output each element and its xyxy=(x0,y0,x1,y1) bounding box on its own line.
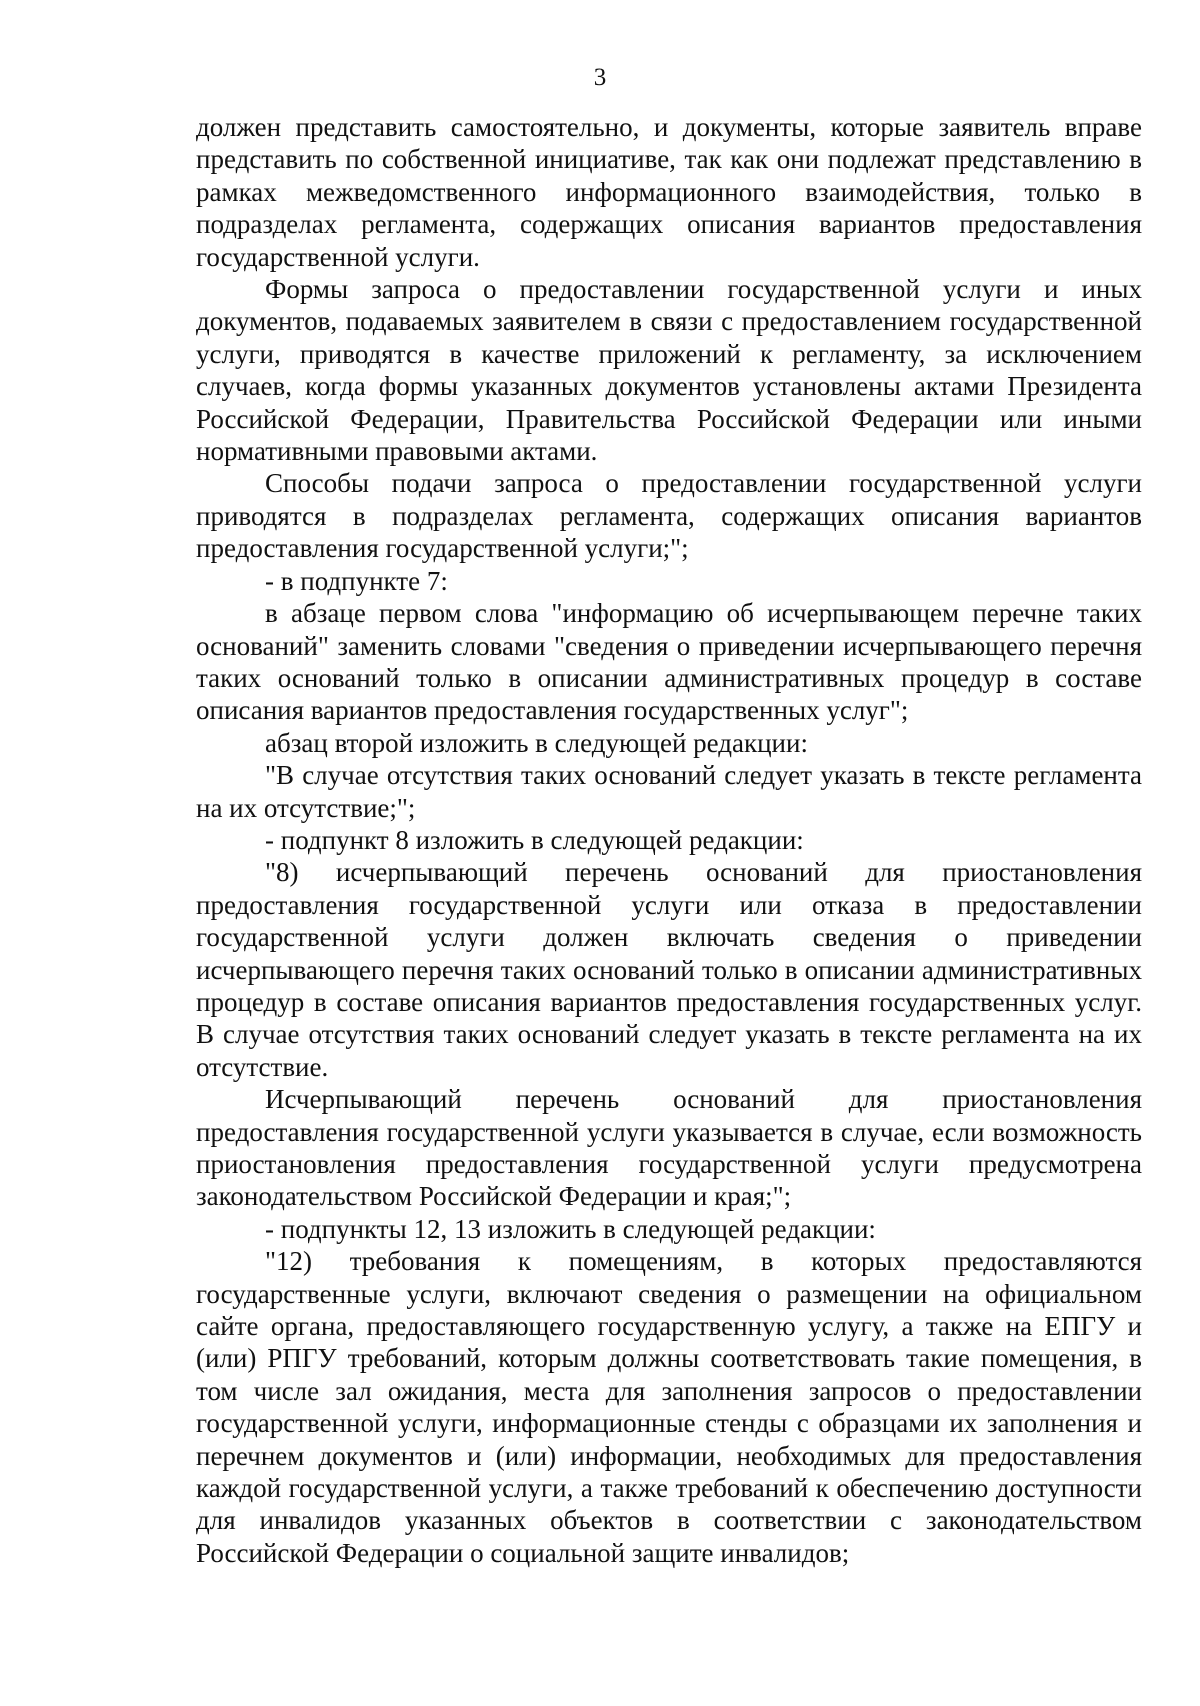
page-number: 3 xyxy=(593,64,607,91)
paragraph: "12) требования к помещениям, в которых предоставляются государственные услуги, включают сведения о размещении на официальном сайте органа, предоставляющего государственную услугу, а также на ЕПГУ и (или) РПГУ требований, которым должны соответствовать такие помещения, в том числе зал ожидания, места для заполнения запросов о предоставлении государственной услуги, информационные стенды с образцами их заполнения и перечнем документов и (или) информации, необходимых для предоставления каждой государственной услуги, а также требований к обеспечению доступности для инвалидов указанных объектов в соответствии с законодательством Российской Федерации о социальной защите инвалидов; xyxy=(196,1246,1142,1568)
paragraph: "8) исчерпывающий перечень оснований для приостановления предоставления государственной услуги или отказа в предоставлении государственной услуги должен включать сведения о приведении исчерпывающего перечня таких оснований только в описании административных процедур в составе описания вариантов предоставления государственных услуг. В случае отсутствия таких оснований следует указать в тексте регламента на их отсутствие. xyxy=(196,857,1142,1082)
paragraph: должен представить самостоятельно, и документы, которые заявитель вправе представить по собственной инициативе, так как они подлежат представлению в рамках межведомственного информационного взаимодействия, только в подразделах регламента, содержащих описания вариантов предоставления государственной услуги. xyxy=(196,112,1142,272)
paragraph: в абзаце первом слова "информацию об исчерпывающем перечне таких оснований" заменить словами "сведения о приведении исчерпывающего перечня таких оснований только в описании административных процедур в составе описания вариантов предоставления государственных услуг"; xyxy=(196,598,1142,726)
paragraph: Способы подачи запроса о предоставлении государственной услуги приводятся в подразделах регламента, содержащих описания вариантов предоставления государственной услуги;"; xyxy=(196,468,1142,564)
paragraph: - подпункт 8 изложить в следующей редакции: xyxy=(265,824,804,855)
paragraph: абзац второй изложить в следующей редакции: xyxy=(265,727,808,758)
document-body xyxy=(196,111,1142,1569)
paragraph: Формы запроса о предоставлении государственной услуги и иных документов, подаваемых заявителем в связи с предоставлением государственной услуги, приводятся в качестве приложений к регламенту, за исключением случаев, когда формы указанных документов установлены актами Президента Российской Федерации, Правительства Российской Федерации или иными нормативными правовыми актами. xyxy=(196,274,1142,467)
paragraph: - подпункты 12, 13 изложить в следующей редакции: xyxy=(265,1213,876,1244)
paragraph: "В случае отсутствия таких оснований следует указать в тексте регламента на их отсутствие;"; xyxy=(196,760,1142,823)
paragraph: - в подпункте 7: xyxy=(265,565,448,596)
paragraph: Исчерпывающий перечень оснований для приостановления предоставления государственной услуги указывается в случае, если возможность приостановления предоставления государственной услуги предусмотрена законодательством Российской Федерации и края;"; xyxy=(196,1084,1142,1212)
